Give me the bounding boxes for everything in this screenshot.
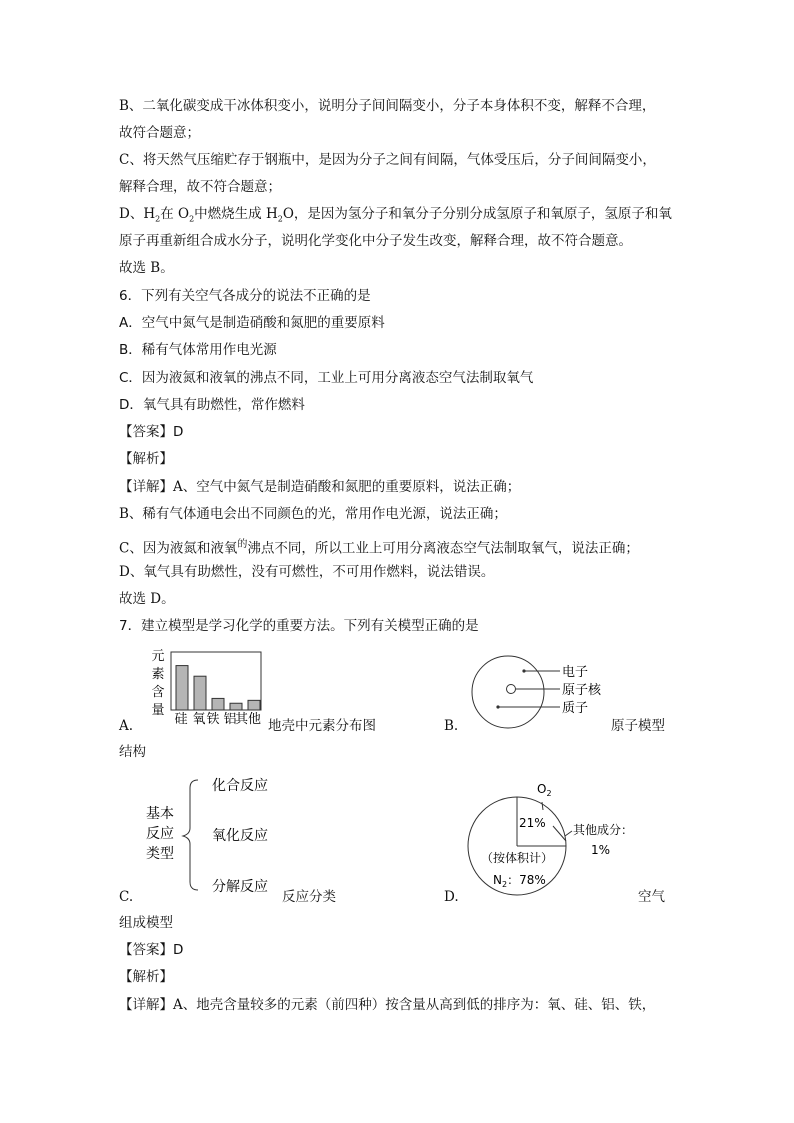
figure-d-caption-cont: 组成模型 [119, 915, 173, 931]
nucleus-circle [507, 685, 516, 694]
analysis-label: 【解析】 [119, 969, 173, 985]
brace [183, 780, 198, 890]
branch-oxidation: 氧化反应 [212, 828, 268, 844]
figure-d-caption: 空气 [638, 889, 665, 905]
figure-b-caption-cont: 结构 [119, 744, 146, 760]
other-percent: 1% [591, 843, 611, 857]
text-line: C、因为液氮和液氧$^的$沸点不同，所以工业上可用分离液态空气法制取氧气，说法正确； [119, 539, 639, 557]
option-b: B．稀有气体常用作电光源 [119, 342, 277, 358]
text-line: D、氧气具有助燃性，没有可燃性，不可用作燃料，说法错误。 [119, 564, 495, 580]
text-line: C、将天然气压缩贮存于钢瓶中，是因为分子之间有间隔，气体受压后，分子间间隔变小， [119, 152, 656, 168]
figure-b-caption: 原子模型 [611, 718, 665, 734]
root-line: 反应 [146, 826, 174, 842]
tick-label: 氧 [192, 712, 206, 727]
branch-decomposition: 分解反应 [212, 879, 268, 895]
text-line: 【详解】A、空气中氮气是制造硝酸和氮肥的重要原料，说法正确； [119, 479, 521, 495]
option-c: C．因为液氮和液氧的沸点不同，工业上可用分离液态空气法制取氧气 [119, 370, 534, 386]
reaction-classification [140, 770, 300, 900]
question-6: 6．下列有关空气各成分的说法不正确的是 [119, 288, 371, 304]
bar [194, 676, 206, 710]
option-a: A．空气中氮气是制造硝酸和氮肥的重要原料 [119, 315, 385, 331]
figure-b-label: B. [444, 718, 459, 734]
bar [230, 703, 242, 710]
n2-label: $N_2$：78% [493, 873, 546, 889]
ylabel-char: 素 [151, 667, 165, 682]
ylabel-char: 元 [151, 649, 165, 664]
ylabel-char: 量 [151, 703, 165, 718]
text-line: 原子再重新组合成水分子，说明化学变化中分子发生改变，解释合理，故不符合题意。 [119, 233, 632, 249]
answer-label: 【答案】D [119, 942, 184, 958]
text-line: B、二氧化碳变成干冰体积变小，说明分子间间隔变小，分子本身体积不变，解释不合理， [119, 98, 656, 114]
label-proton: 质子 [562, 701, 589, 716]
tick-label: 其他 [234, 712, 262, 727]
option-d: D．氧气具有助燃性，常作燃料 [119, 397, 305, 413]
o2-pointer [542, 802, 543, 810]
text-line: 【详解】A、地壳含量较多的元素（前四种）按含量从高到低的排序为：氧、硅、铝、铁， [119, 997, 656, 1013]
figure-a-caption: 地壳中元素分布图 [268, 718, 376, 734]
text-line: B、稀有气体通电会出不同颜色的光，常用作电光源，说法正确； [119, 506, 507, 522]
ylabel-char: 含 [151, 685, 165, 700]
branch-combination: 化合反应 [212, 778, 268, 794]
text-line: 故选 B。 [119, 260, 174, 276]
question-7: 7．建立模型是学习化学的重要方法。下列有关模型正确的是 [119, 618, 479, 634]
bar [248, 700, 260, 710]
answer-label: 【答案】D [119, 424, 184, 440]
label-nucleus: 原子核 [562, 683, 602, 698]
root-line: 基本 [146, 806, 174, 822]
root-line: 类型 [146, 846, 174, 862]
text-line: 故选 D。 [119, 591, 175, 607]
figure-a-label: A. [119, 718, 134, 734]
center-caption: （按体积计） [480, 851, 554, 865]
atom-model [468, 653, 618, 733]
figure-d-label: D. [444, 889, 459, 905]
other-pointer [565, 831, 572, 836]
bar [212, 698, 224, 710]
figure-c-label: C. [119, 889, 134, 905]
text-line: 故符合题意； [119, 125, 200, 141]
other-label: 其他成分： [573, 823, 634, 837]
figure-c-caption: 反应分类 [282, 889, 336, 905]
tick-label: 铁 [206, 712, 220, 727]
bar [176, 666, 188, 710]
o2-percent: 21% [519, 816, 546, 830]
text-line: D、$H_2$在 $O_2$中燃烧生成 $H_2O$，是因为氢分子和氧分子分别分成氢原子和氧原子，氢原子和氧 [119, 206, 672, 224]
label-electron: 电子 [562, 665, 589, 680]
text-line: 解释合理，故不符合题意； [119, 179, 281, 195]
o2-label: $O_2$ [537, 782, 552, 798]
element-bar-chart [140, 644, 270, 734]
air-composition-pie [465, 780, 645, 900]
tick-label: 硅 [174, 712, 188, 727]
analysis-label: 【解析】 [119, 451, 173, 467]
tick-label: 铝 [223, 712, 237, 727]
